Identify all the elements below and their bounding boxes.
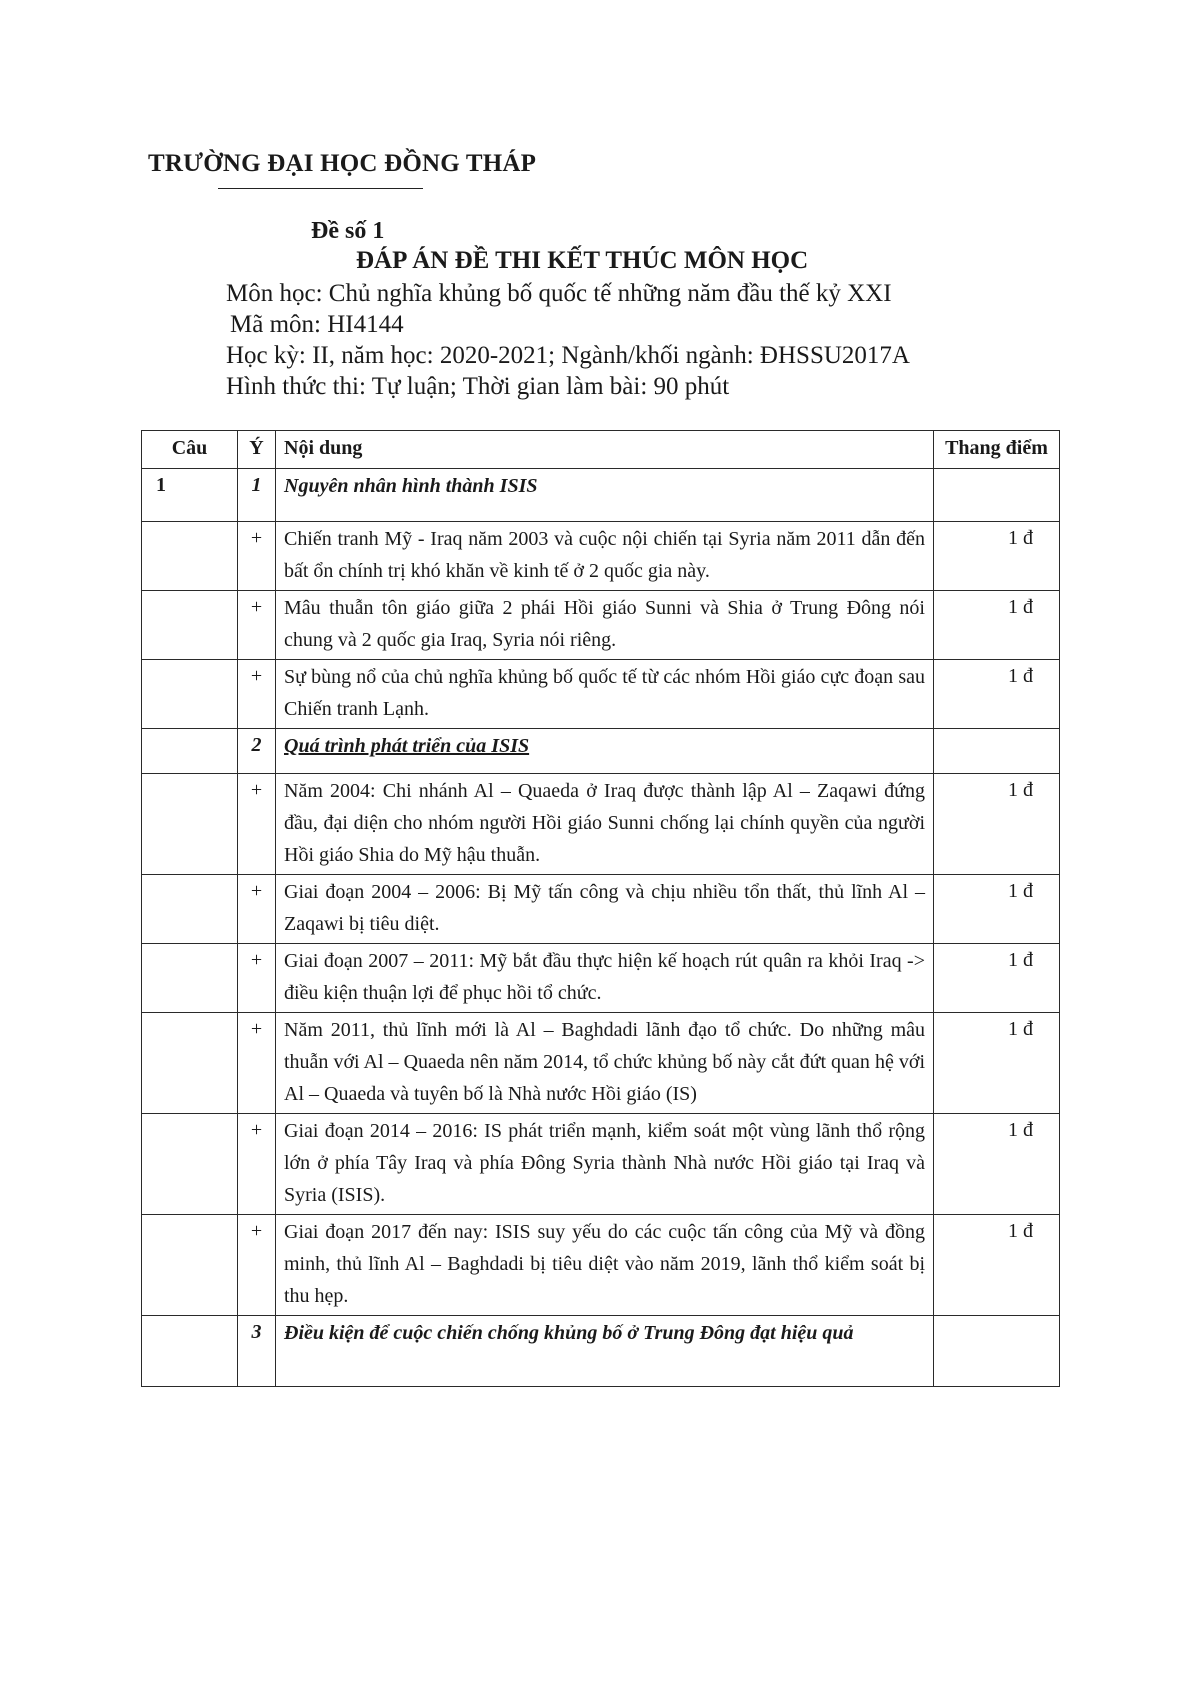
content-cell: Giai đoạn 2017 đến nay: ISIS suy yếu do các cuộc tấn công của Mỹ và đồng minh, thủ lĩnh Al – Baghdadi bị tiêu diệt vào năm 2019, lãnh thổ kiểm soát bị thu hẹp. (276, 1215, 934, 1316)
score-cell: 1 đ (934, 875, 1060, 944)
section-title (276, 729, 934, 774)
table-row (142, 729, 1060, 774)
section-title: Nguyên nhân hình thành ISIS (276, 469, 934, 522)
header-noi-dung: Nội dung (276, 431, 934, 469)
y-cell: + (238, 1215, 276, 1316)
content-cell: Giai đoạn 2007 – 2011: Mỹ bắt đầu thực hiện kế hoạch rút quân ra khỏi Iraq -> điều kiện thuận lợi để phục hồi tổ chức. (276, 944, 934, 1013)
cau-cell (142, 591, 238, 660)
header-y: Ý (238, 431, 276, 469)
y-cell: + (238, 875, 276, 944)
score-cell: 1 đ (934, 944, 1060, 1013)
school-name: TRƯỜNG ĐẠI HỌC ĐỒNG THÁP (148, 150, 537, 177)
answer-key-title: ĐÁP ÁN ĐỀ THI KẾT THÚC MÔN HỌC (356, 247, 809, 274)
cau-cell (142, 944, 238, 1013)
y-cell: + (238, 591, 276, 660)
cau-cell (142, 1013, 238, 1114)
y-cell: 2 (238, 729, 276, 774)
table-row (142, 774, 1060, 875)
cau-cell (142, 1114, 238, 1215)
content-cell: Mâu thuẫn tôn giáo giữa 2 phái Hồi giáo Sunni và Shia ở Trung Đông nói chung và 2 quốc gia Iraq, Syria nói riêng. (276, 591, 934, 660)
y-cell: + (238, 944, 276, 1013)
table-row (142, 660, 1060, 729)
course-code-line: Mã môn: HI4144 (230, 311, 404, 338)
term-line: Học kỳ: II, năm học: 2020-2021; Ngành/khối ngành: ĐHSSU2017A (226, 342, 910, 369)
exam-format-line: Hình thức thi: Tự luận; Thời gian làm bài: 90 phút (226, 373, 730, 400)
y-cell: + (238, 660, 276, 729)
score-cell: 1 đ (934, 1215, 1060, 1316)
header-cau: Câu (142, 431, 238, 469)
score-cell (934, 1316, 1060, 1387)
table-row (142, 875, 1060, 944)
cau-cell (142, 1316, 238, 1387)
cau-cell: 1 (142, 469, 238, 522)
score-cell (934, 729, 1060, 774)
y-cell: + (238, 1013, 276, 1114)
table-row (142, 1215, 1060, 1316)
content-cell: Giai đoạn 2004 – 2006: Bị Mỹ tấn công và chịu nhiều tổn thất, thủ lĩnh Al – Zaqawi bị tiêu diệt. (276, 875, 934, 944)
subject-line: Môn học: Chủ nghĩa khủng bố quốc tế những năm đầu thế kỷ XXI (226, 280, 892, 307)
cau-cell (142, 774, 238, 875)
cau-cell (142, 875, 238, 944)
content-cell: Chiến tranh Mỹ - Iraq năm 2003 và cuộc nội chiến tại Syria năm 2011 dẫn đến bất ổn chính trị khó khăn về kinh tế ở 2 quốc gia này. (276, 522, 934, 591)
score-cell: 1 đ (934, 774, 1060, 875)
y-cell: + (238, 1114, 276, 1215)
table-row (142, 591, 1060, 660)
table-row (142, 1013, 1060, 1114)
table-row (142, 944, 1060, 1013)
table-header-row (142, 431, 1060, 469)
answer-table (141, 430, 1060, 1387)
score-cell: 1 đ (934, 522, 1060, 591)
table-row (142, 1114, 1060, 1215)
content-cell: Năm 2011, thủ lĩnh mới là Al – Baghdadi lãnh đạo tổ chức. Do những mâu thuẫn với Al – Quaeda nên năm 2014, tổ chức khủng bố này cắt đứt quan hệ với Al – Quaeda và tuyên bố là Nhà nước Hồi giáo (IS) (276, 1013, 934, 1114)
header-thang-diem: Thang điểm (934, 431, 1060, 469)
content-cell: Sự bùng nổ của chủ nghĩa khủng bố quốc tế từ các nhóm Hồi giáo cực đoạn sau Chiến tranh Lạnh. (276, 660, 934, 729)
content-cell: Giai đoạn 2014 – 2016: IS phát triển mạnh, kiểm soát một vùng lãnh thổ rộng lớn ở phía Tây Iraq và phía Đông Syria thành Nhà nước Hồi giáo tại Iraq và Syria (ISIS). (276, 1114, 934, 1215)
cau-cell (142, 729, 238, 774)
school-underline (218, 188, 423, 189)
cau-cell (142, 660, 238, 729)
section-title-text: Quá trình phát triển của ISIS (284, 735, 530, 757)
y-cell: + (238, 774, 276, 875)
y-cell: 3 (238, 1316, 276, 1387)
y-cell: + (238, 522, 276, 591)
exam-number: Đề số 1 (311, 218, 385, 244)
y-cell: 1 (238, 469, 276, 522)
cau-cell (142, 522, 238, 591)
section-title: Điều kiện để cuộc chiến chống khủng bố ở Trung Đông đạt hiệu quả (276, 1316, 934, 1387)
table-row (142, 522, 1060, 591)
score-cell: 1 đ (934, 1013, 1060, 1114)
score-cell: 1 đ (934, 591, 1060, 660)
table-row (142, 1316, 1060, 1387)
score-cell: 1 đ (934, 660, 1060, 729)
cau-cell (142, 1215, 238, 1316)
score-cell: 1 đ (934, 1114, 1060, 1215)
score-cell (934, 469, 1060, 522)
table-row (142, 469, 1060, 522)
content-cell: Năm 2004: Chi nhánh Al – Quaeda ở Iraq được thành lập Al – Zaqawi đứng đầu, đại diện cho nhóm người Hồi giáo Sunni chống lại chính quyền của người Hồi giáo Shia do Mỹ hậu thuẫn. (276, 774, 934, 875)
